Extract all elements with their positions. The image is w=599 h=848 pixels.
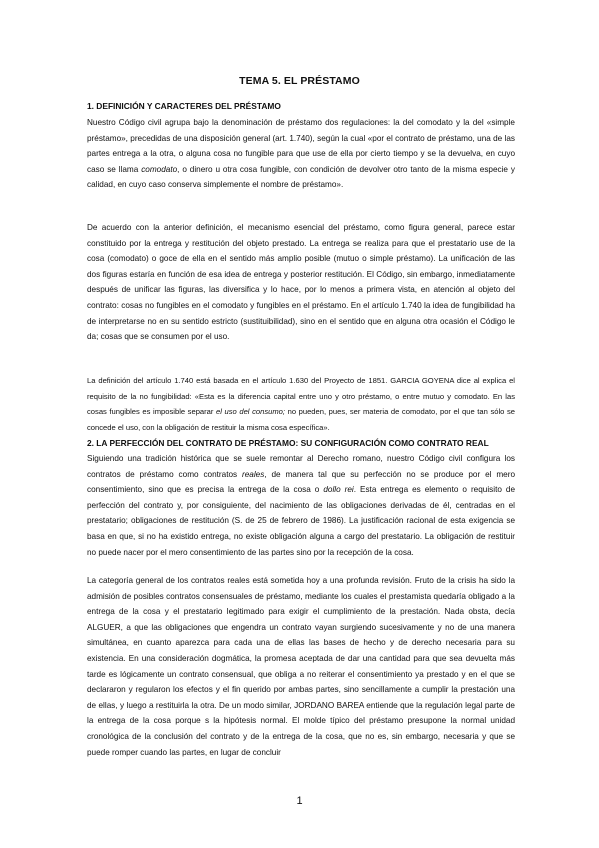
paragraph-1-text-a: Nuestro Código civil agrupa bajo la denominación de préstamo dos regulaciones: la del comodato y la del «simple préstamo», precedidas de una disposición general (art. 1.740), según la cual «por el contrato de préstamo, una de las partes entrega a la otra, o alguna cosa no fungible para que use de ella por cierto tiempo y se la devuelva, en cuyo caso se llama [87, 118, 515, 174]
section-2-heading-text: 2. LA PERFECCIÓN DEL CONTRATO DE PRÉSTAMO: SU CONFIGURACIÓN COMO CONTRATO REAL [87, 438, 489, 448]
paragraph-1-text-c: , o dinero u otra cosa fungible, con condición de devolver otro tanto de la misma especie y calidad, en cuyo caso conserva simplemente el nombre de préstamo». [87, 164, 515, 190]
section-2-heading [87, 436, 515, 452]
paragraph-1-italic-comodato: comodato [141, 164, 178, 174]
paragraph-2: De acuerdo con la anterior definición, el mecanismo esencial del préstamo, como figura general, parece estar constituido por la entrega y restitución del objeto prestado. La entrega se realiza para que el prestatario use de la cosa (comodato) o goce de ella en el sentido más amplio posible (mutuo o simple préstamo). La unificación de las dos figuras estaría en función de esa idea de entrega y posterior restitución. El Código, sin embargo, inmediatamente después de unificar las figuras, las diversifica y lo hace, por lo menos a primera vista, en atención al objeto del contrato: cosas no fungibles en el comodato y fungibles en el préstamo. En el artículo 1.740 la idea de fungibilidad ha de interpretarse no en su sentido estricto (sustituibilidad), sino en el sentido que en alguna otra ocasión el Código le da; cosas que se consumen por el uso. [87, 223, 515, 342]
paragraph-4 [87, 451, 515, 560]
section-1-heading [87, 99, 515, 115]
paragraph-3-text-c: no pueden, pues, ser materia de comodato, por el que tan sólo se concede el uso, con la obligación de restituir la misma cosa específica». [87, 407, 515, 432]
paragraph-4-italic-reales: reales [242, 469, 265, 479]
section-1-heading-text: 1. DEFINICIÓN Y CARACTERES DEL PRÉSTAMO [87, 101, 281, 111]
paragraph-3-text-a: La definición del artículo 1.740 está basada en el artículo 1.630 del Proyecto de 1851. GARCIA GOYENA dice al explica el requisito de la no fungibilidad: «Esta es la diferencia capital entre uno y otro préstamo, o entre mutuo y comodato. En las cosas fungibles es imposible separar [87, 376, 515, 417]
paragraph-4-text-c: , de manera tal que su perfección no se produce por el mero consentimiento, sino que es precisa la entrega de la cosa o [87, 469, 515, 495]
paragraph-4-text-e: . Esta entrega es elemento o requisito de perfección del contrato y, por consiguiente, del nacimiento de las obligaciones derivadas de él, centradas en el prestatario; obligaciones de restitución (S. de 25 de febrero de 1986). La justificación racional de esta exigencia se basa en que, si no ha existido entrega, no existe obligación alguna a cargo del prestatario. La obligación de restituir no puede nacer por el mero consentimiento de las partes sino por la recepción de la cosa. [87, 485, 515, 557]
paragraph-4-text-a: Siguiendo una tradición histórica que se suele remontar al Derecho romano, nuestro Código civil configura los contratos de préstamo como contratos [87, 454, 515, 479]
paragraph-5: La categoría general de los contratos reales está sometida hoy a una profunda revisión. Fruto de la crisis ha sido la admisión de posibles contratos consensuales de préstamo, mediante los cuales el prestamista quedaría obligado a la entrega de la cosa y el prestatario legitimado para exigir el cumplimiento de la prestación. Nada obsta, decía ALGUER, a que las obligaciones que engendra un contrato vayan surgiendo sucesivamente y no de una manera simultánea, en cuanto aparezca para cada una de ellas las bases de hecho y de derecho necesaria para su existencia. En una consideración dogmática, la promesa aceptada de dar una cantidad para que sea devuelta más tarde es lógicamente un contrato consensual, que obliga a no reiterar el consentimiento ya prestado y en el que se declararon y regularon los efectos y el fin querido por ambas partes, sino sencillamente a cumplir la prestación una de ellas, y luego a restituirla la otra. De un modo similar, JORDANO BAREA entiende que la regulación legal parte de la entrega de la cosa porque s la hipótesis normal. El molde típico del préstamo presupone la normal unidad cronológica de la conclusión del contrato y de la entrega de la cosa, que no es, sin embargo, necesaria y que se puede romper cuando las partes, en lugar de concluir [87, 576, 515, 757]
page-number: 1 [296, 795, 303, 807]
paragraph-1 [87, 115, 515, 193]
paragraph-3-quote [87, 373, 515, 435]
paragraph-3-italic: el uso del consumo; [216, 407, 286, 417]
page-title: TEMA 5. EL PRÉSTAMO [239, 75, 360, 87]
paragraph-4-italic-dollo-rei: dollo rei [323, 485, 354, 495]
